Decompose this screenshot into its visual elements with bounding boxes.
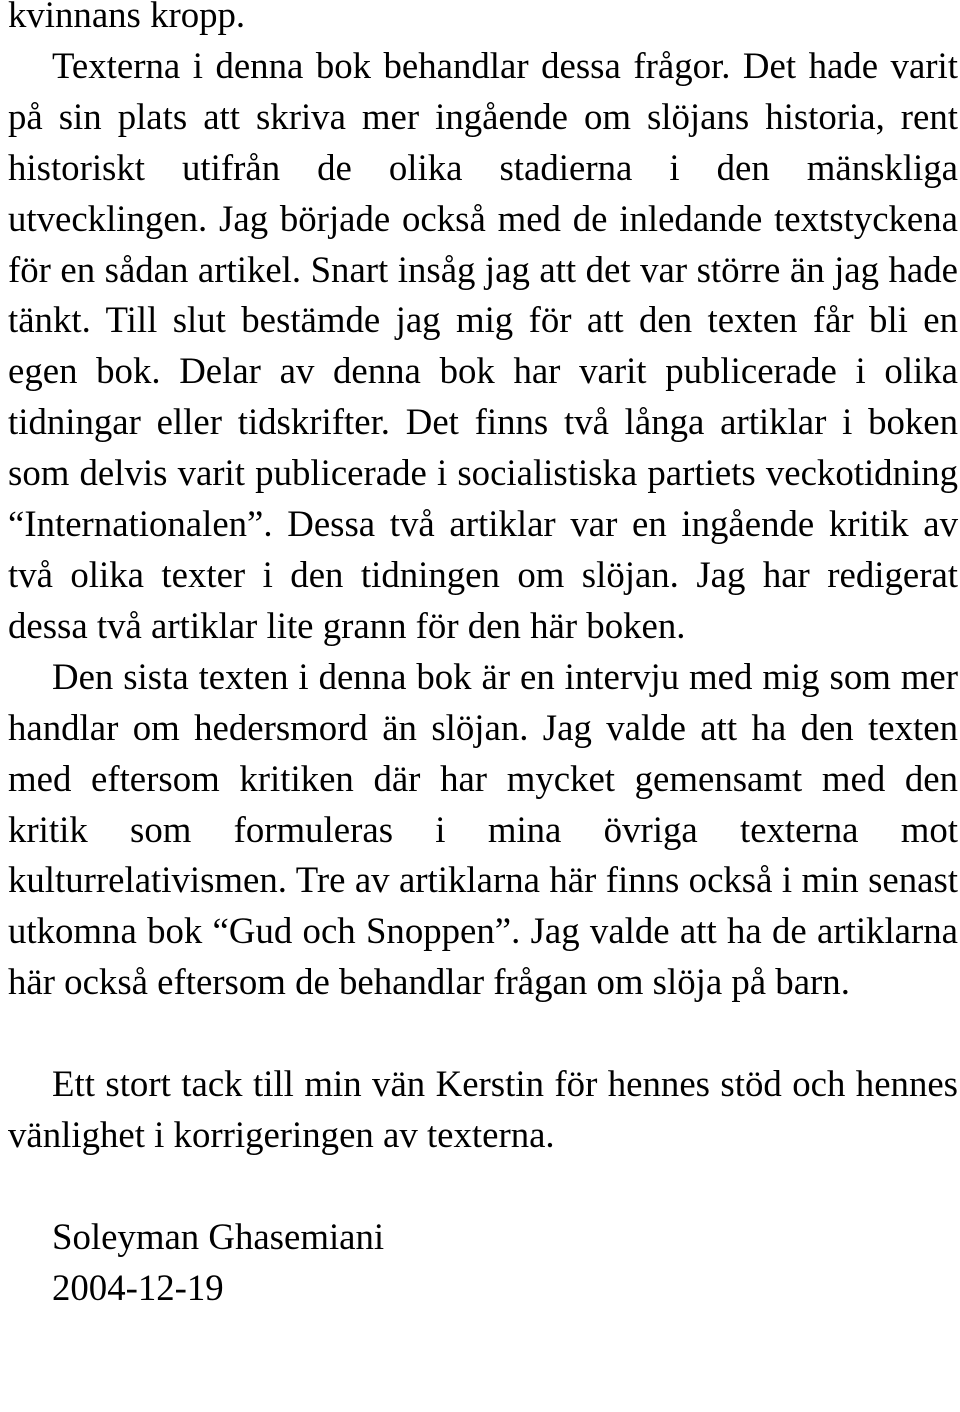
paragraph-continuation: kvinnans kropp.: [8, 0, 246, 35]
paragraph-thanks: Ett stort tack till min vän Kerstin för hennes stöd och hennes vänlighet i korrigeringen av texterna.: [8, 1063, 958, 1155]
document-page: [8, 0, 958, 1314]
signature-name: Soleyman Ghasemiani: [52, 1215, 385, 1257]
signature-gap: [8, 1161, 958, 1212]
signature-date: 2004-12-19: [52, 1266, 224, 1308]
paragraph-gap: [8, 1008, 958, 1059]
paragraph-book-texts: Texterna i denna bok behandlar dessa frågor. Det hade varit på sin plats att skriva mer ingående om slöjans historia, rent historiskt utifrån de olika stadierna i den mänskliga utvecklingen. Jag började också med de inledande textstyckena för en sådan artikel. Snart insåg jag att det var större än jag hade tänkt. Till slut bestämde jag mig för att den texten får bli en egen bok. Delar av denna bok har varit publicerade i olika tidningar eller tidskrifter. Det finns två långa artiklar i boken som delvis varit publicerade i socialistiska partiets veckotidning “Internationalen”. Dessa två artiklar var en ingående kritik av två olika texter i den tidningen om slöjan. Jag har redigerat dessa två artiklar lite grann för den här boken.: [8, 44, 958, 646]
paragraph-last-text: Den sista texten i denna bok är en intervju med mig som mer handlar om hedersmord än slöjan. Jag valde att ha den texten med eftersom kritiken där har mycket gemensamt med den kritik som formuleras i mina övriga texterna mot kulturrelativismen. Tre av artiklarna här finns också i min senast utkomna bok “Gud och Snoppen”. Jag valde att ha de artiklarna här också eftersom de behandlar frågan om slöja på barn.: [8, 655, 958, 1003]
